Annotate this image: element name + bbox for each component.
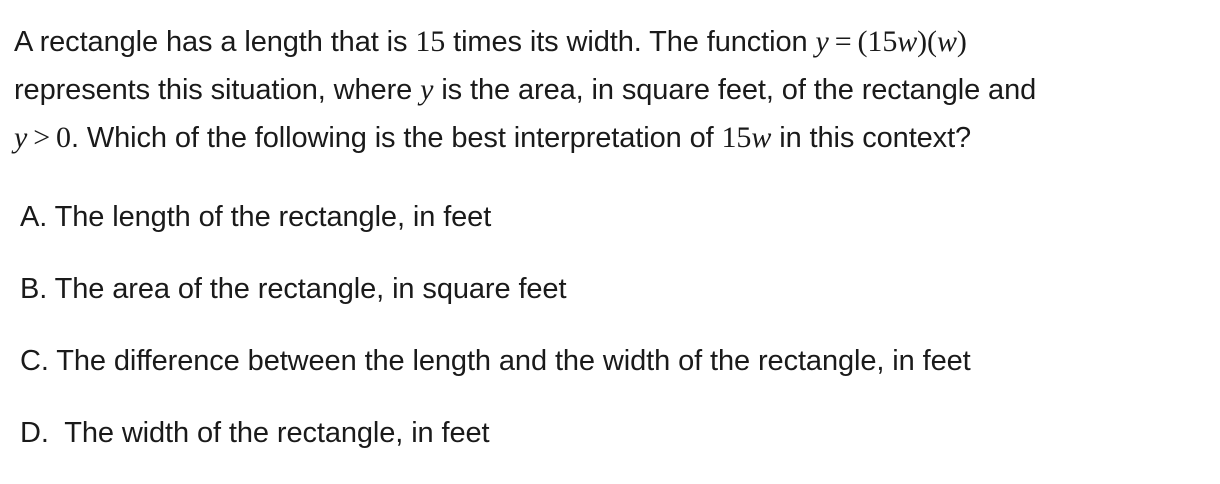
math-variable-y: y [815,25,829,58]
math-greater-than: > [33,121,51,154]
math-number: 15 [415,25,446,58]
math-equals: = [834,25,852,58]
choice-c[interactable] [20,340,1200,412]
math-number: 15 [721,121,752,154]
math-expr: (15 [857,25,898,58]
question-text-part: times its width. The function [445,26,816,58]
question-text-part: represents this situation, where [14,74,421,106]
choice-a[interactable] [20,196,1200,268]
math-variable-w: w [936,25,957,58]
question-text-part: . Which of the following is the best interpretation of [70,122,722,154]
question-text-part: in this context? [771,122,972,154]
choice-b[interactable] [20,268,1200,340]
math-expr: ) [956,25,967,58]
math-variable-w: w [897,25,918,58]
choice-letter: D. [20,417,49,449]
answer-choices [20,196,1200,484]
choice-text: The difference between the length and the width of the rectangle, in feet [48,345,971,377]
choice-letter: C. [20,345,49,377]
choice-letter: A. [20,201,48,233]
math-variable-y: y [14,121,28,154]
question-text [14,18,1209,162]
question-text-part: A rectangle has a length that is [14,26,416,58]
choice-text: The width of the rectangle, in feet [48,417,490,449]
math-expr: )( [917,25,937,58]
choice-letter: B. [20,273,48,305]
math-variable-y: y [420,73,434,106]
math-number: 0 [56,121,71,154]
choice-text: The length of the rectangle, in feet [47,201,492,233]
choice-text: The area of the rectangle, in square feet [47,273,567,305]
question-text-part: is the area, in square feet, of the rectangle and [433,74,1037,106]
math-variable-w: w [751,121,772,154]
choice-d[interactable] [20,412,1200,484]
